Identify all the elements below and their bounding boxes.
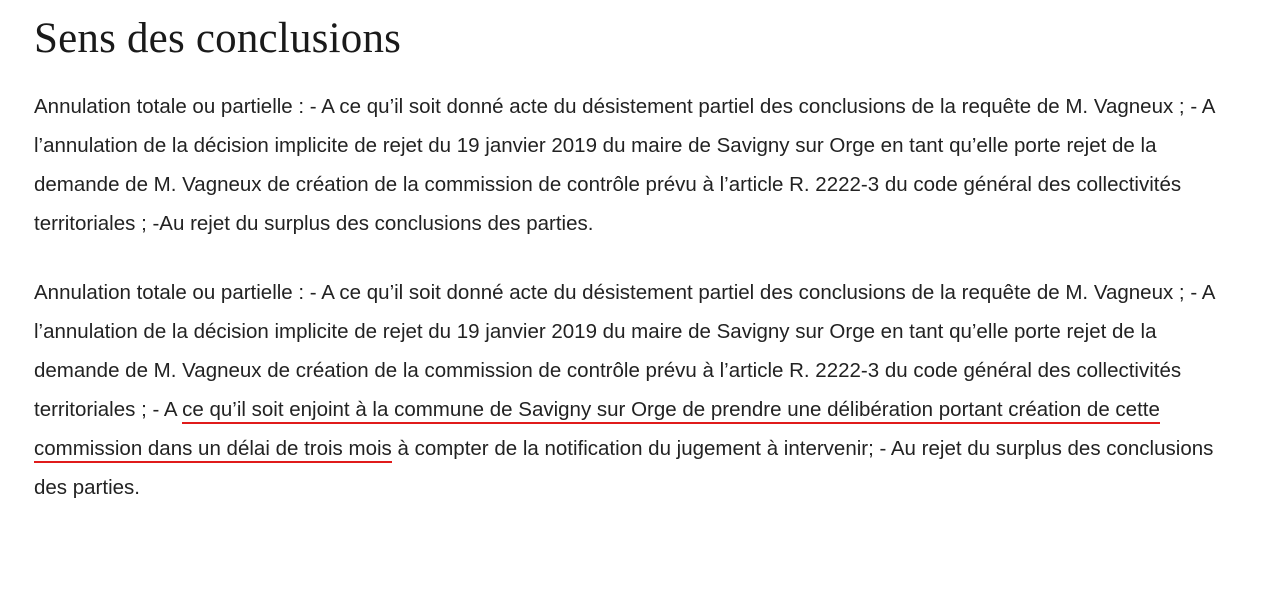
page-title: Sens des conclusions: [34, 15, 402, 62]
paragraph-2-lead-text: Annulation totale ou partielle : - A ce qu’il soit donné acte du désistement partiel des conclusions de la requête de M. Vagneux ; - A l’annulation de la décision implicite de rejet du 19 janvier 2019 du maire de Savigny sur Orge en tant qu’elle porte rejet de la demande de M. Vagneux de création de la commission de contrôle prévu à l’article R. 2222-3 du code général des collectivités territoriales ; - A: [34, 281, 1215, 422]
conclusions-paragraph-2: [34, 273, 1224, 507]
conclusions-paragraph-1: Annulation totale ou partielle : - A ce qu’il soit donné acte du désistement partiel des conclusions de la requête de M. Vagneux ; - A l’annulation de la décision implicite de rejet du 19 janvier 2019 du maire de Savigny sur Orge en tant qu’elle porte rejet de la demande de M. Vagneux de création de la commission de contrôle prévu à l’article R. 2222-3 du code général des collectivités territoriales ; -Au rejet du surplus des conclusions des parties.: [34, 95, 1215, 236]
highlighted-injunction-text: ce qu’il soit enjoint à la commune de Savigny sur Orge de prendre une délibération portant création de cette commission dans un délai de trois mois: [34, 398, 1160, 463]
paragraph-2-tail-text: à compter de la notification du jugement à intervenir; - Au rejet du surplus des conclusions des parties.: [34, 437, 1214, 500]
